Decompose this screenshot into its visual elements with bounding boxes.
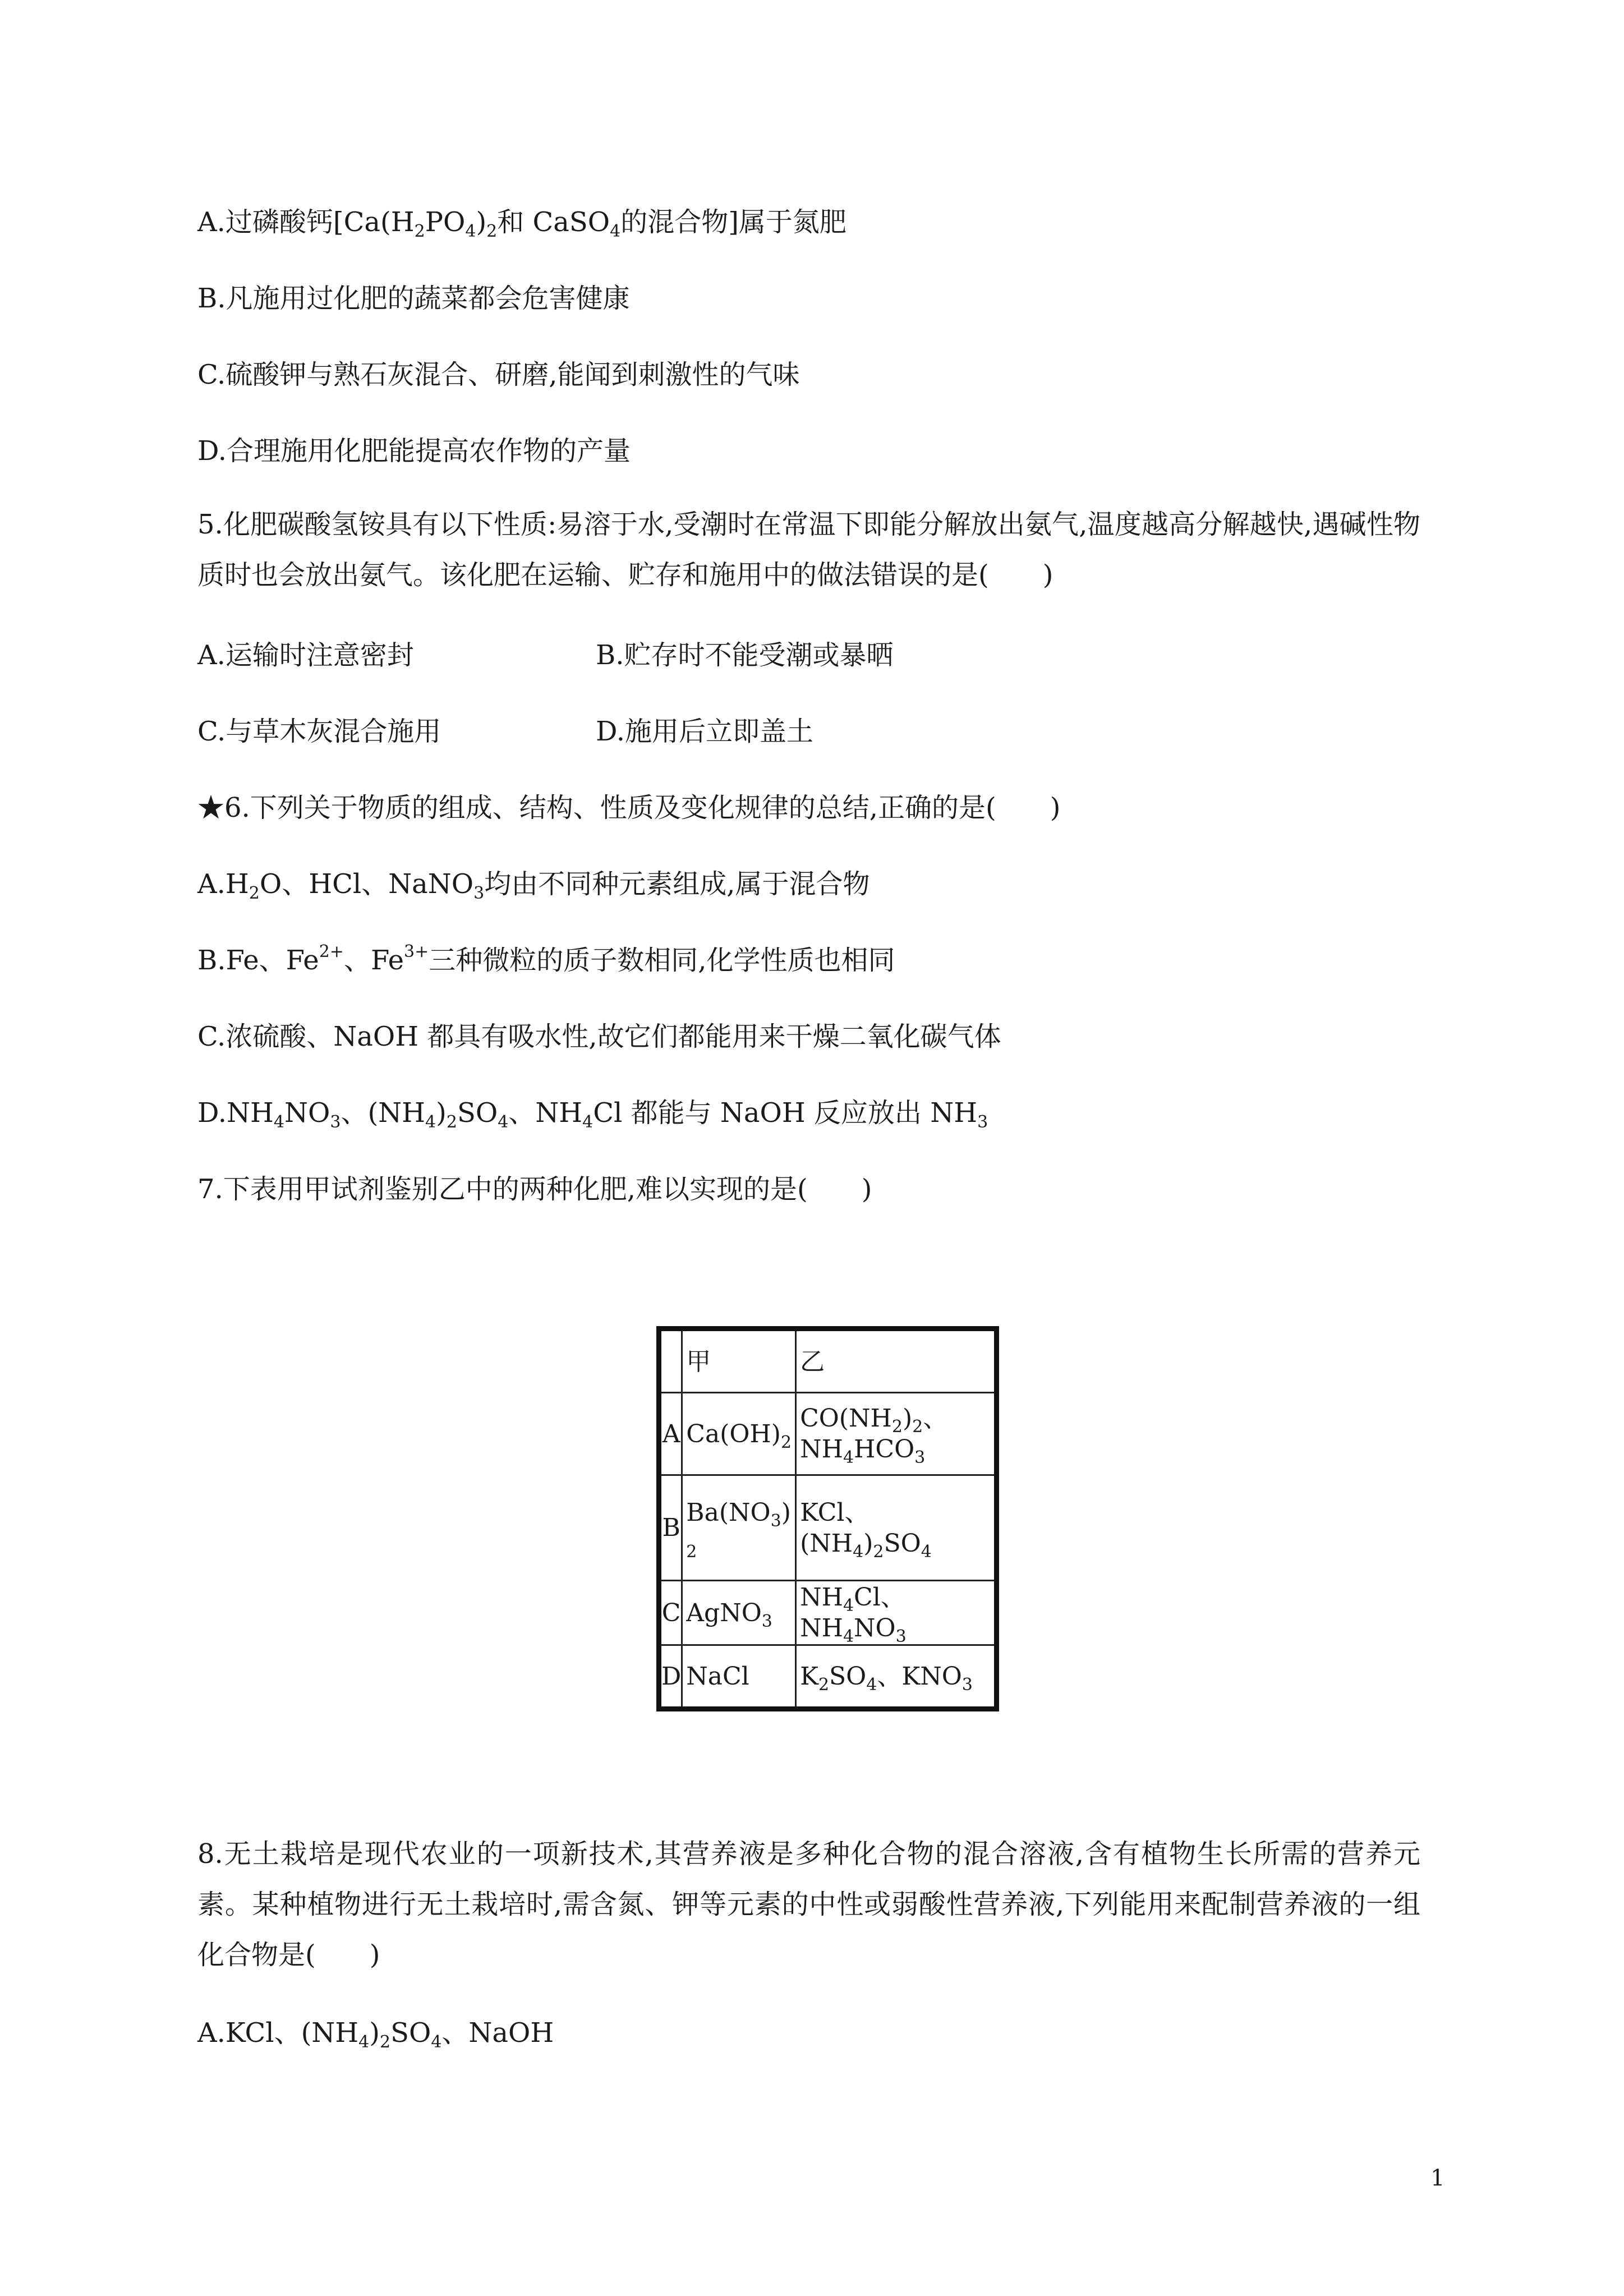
q5-option-b: B.贮存时不能受潮或暴晒 — [596, 639, 894, 671]
header-jia: 甲 — [682, 1329, 796, 1393]
q6-option-d: $D.NH_4NO_3$、$(NH_4)_2SO_4$、$NH_4Cl$ 都能与 NaOH 反应放出 $NH_3$ — [197, 1097, 988, 1132]
row-label: A — [659, 1393, 682, 1475]
row-label: B — [659, 1475, 682, 1581]
header-yi: 乙 — [796, 1329, 997, 1393]
table-row — [659, 1393, 997, 1475]
q7-stem: 7.下表用甲试剂鉴别乙中的两种化肥,难以实现的是( ) — [197, 1174, 872, 1205]
cell-jia: $Ba(NO_3)$ $_2$ — [682, 1475, 796, 1581]
q4-option-a: A.过磷酸钙[$Ca(H_2PO_4)_2$和 CaSO$_4$的混合物]属于氮肥 — [197, 206, 846, 241]
reagent-table — [656, 1326, 999, 1711]
q6-option-c: C.浓硫酸、NaOH 都具有吸水性,故它们都能用来干燥二氧化碳气体 — [197, 1021, 1001, 1052]
q8-stem: 8.无土栽培是现代农业的一项新技术,其营养液是多种化合物的混合溶液,含有植物生长所需的营养元素。某种植物进行无土栽培时,需含氮、钾等元素的中性或弱酸性营养液,下列能用来配制营养液的一组化合物是( ) — [197, 1838, 1420, 1971]
q6-stem: ★6.下列关于物质的组成、结构、性质及变化规律的总结,正确的是( ) — [197, 792, 1061, 823]
q5-stem: 5.化肥碳酸氢铵具有以下性质:易溶于水,受潮时在常温下即能分解放出氨气,温度越高分解越快,遇碱性物质时也会放出氨气。该化肥在运输、贮存和施用中的做法错误的是( ) — [197, 509, 1420, 591]
row-label: C — [659, 1581, 682, 1645]
row-label: D — [659, 1645, 682, 1709]
q8-option-a: A.KCl、$(NH_4)_2SO_4$、NaOH — [197, 2017, 554, 2052]
cell-jia: $Ca(OH)_2$ — [682, 1393, 796, 1475]
q4-option-c: C.硫酸钾与熟石灰混合、研磨,能闻到刺激性的气味 — [197, 359, 800, 390]
cell-yi: KCl、$(NH_4)_2SO_4$ — [796, 1475, 997, 1581]
table-row — [659, 1645, 997, 1709]
cell-yi: $NH_4Cl$、$NH_4NO_3$ — [796, 1581, 997, 1645]
q6-option-a: $A.H_2O$、HCl、NaNO$_3$均由不同种元素组成,属于混合物 — [197, 868, 870, 903]
cell-yi: $CO(NH_2)_2$、 $NH_4HCO_3$ — [796, 1393, 997, 1475]
q6-option-b: B.Fe、$Fe^{2+}$、$Fe^{3+}$三种微粒的质子数相同,化学性质也相同 — [197, 942, 895, 976]
q5-option-c: C.与草木灰混合施用 — [197, 716, 441, 747]
cell-jia: NaCl — [682, 1645, 796, 1709]
cell-yi: $K_2SO_4$、$KNO_3$ — [796, 1645, 997, 1709]
q4-option-b: B.凡施用过化肥的蔬菜都会危害健康 — [197, 283, 630, 314]
page-number: 1 — [1430, 2165, 1445, 2191]
q5-option-d: D.施用后立即盖土 — [596, 716, 814, 747]
cell-jia: AgNO$_3$ — [682, 1581, 796, 1645]
q5-option-a: A.运输时注意密封 — [197, 639, 414, 671]
table-row — [659, 1581, 997, 1645]
q4-option-d: D.合理施用化肥能提高农作物的产量 — [197, 435, 631, 467]
table-row — [659, 1475, 997, 1581]
table-row — [659, 1329, 997, 1393]
